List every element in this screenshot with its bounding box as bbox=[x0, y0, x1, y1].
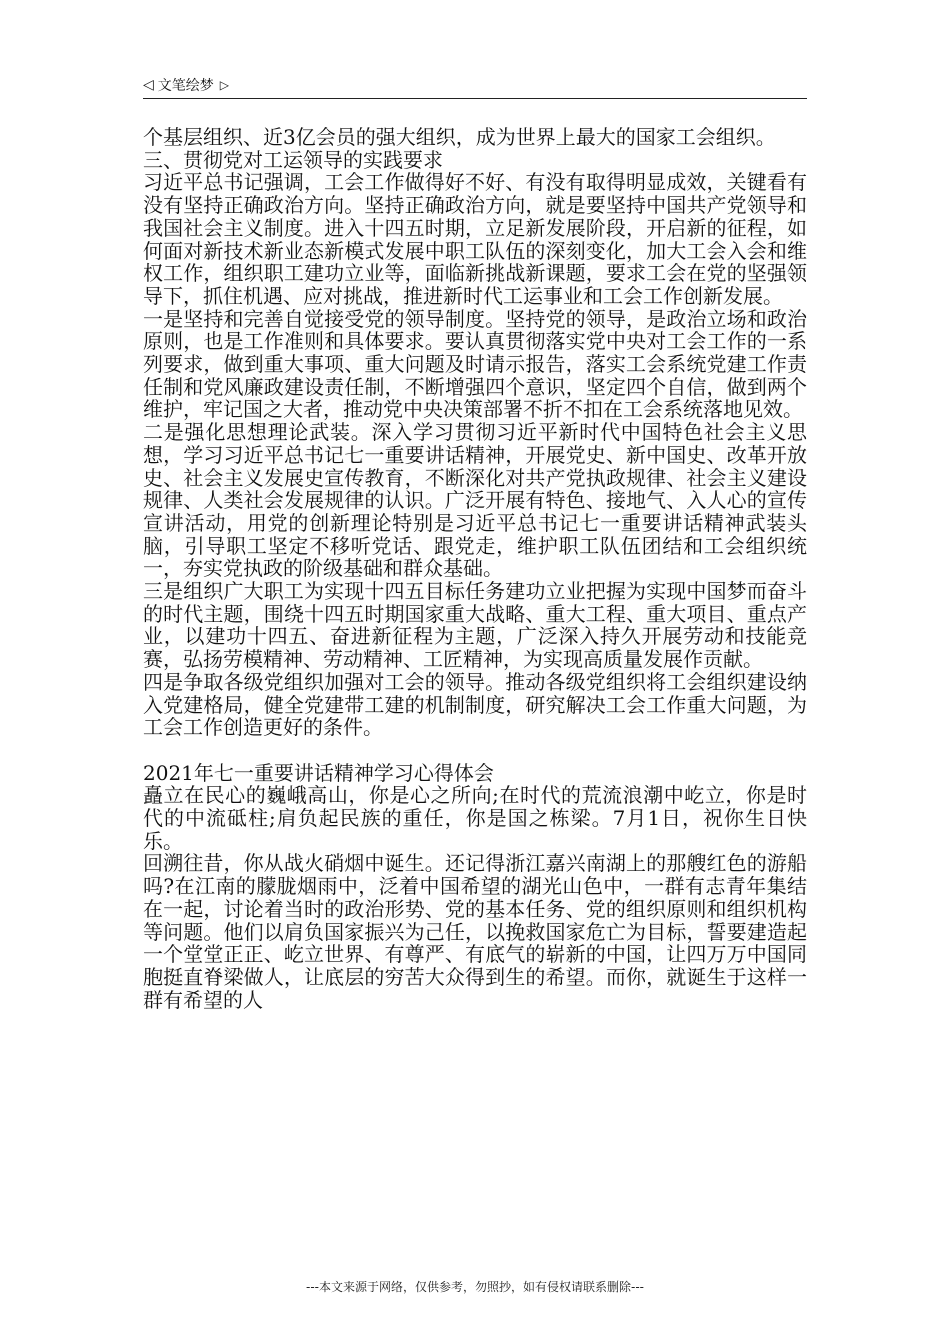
paragraph: 三是组织广大职工为实现十四五目标任务建功立业把握为实现中国梦而奋斗的时代主题，围绕十四五时期国家重大战略、重大工程、重大项目、重点产业，以建功十四五、奋进新征程为主题，广泛深入持久开展劳动和技能竞赛，弘扬劳模精神、劳动精神、工匠精神，为实现高质量发展作贡献。 bbox=[143, 579, 807, 672]
article-title: 2021年七一重要讲话精神学习心得体会 bbox=[143, 760, 494, 785]
paragraph: 二是强化思想理论武装。深入学习贯彻习近平新时代中国特色社会主义思想，学习习近平总书记七一重要讲话精神，开展党史、新中国史、改革开放史、社会主义发展史宣传教育，不断深化对共产党执政规律、社会主义建设规律、人类社会发展规律的认识。广泛开展有特色、接地气、入人心的宣传宣讲活动，用党的创新理论特别是习近平总书记七一重要讲话精神武装头脑，引导职工坚定不移听党话、跟党走，维护职工队伍团结和工会组织统一，夯实党执政的阶级基础和群众基础。 bbox=[143, 420, 807, 581]
footer-notice: ---本文来源于网络，仅供参考，勿照抄，如有侵权请联系删除--- bbox=[306, 1280, 644, 1294]
page-header bbox=[143, 72, 807, 99]
triangle-right-icon: ▷ bbox=[219, 78, 230, 92]
triangle-left-icon: ◁ bbox=[143, 77, 154, 93]
paragraph: 一是坚持和完善自觉接受党的领导制度。坚持党的领导，是政治立场和政治原则，也是工作准则和具体要求。要认真贯彻落实党中央对工会工作的一系列要求，做到重大事项、重大问题及时请示报告，落实工会系统党建工作责任制和党风廉政建设责任制，不断增强四个意识，坚定四个自信，做到两个维护，牢记国之大者，推动党中央决策部署不折不扣在工会系统落地见效。 bbox=[143, 306, 807, 422]
section-heading: 三、贯彻党对工运领导的实践要求 bbox=[143, 147, 443, 172]
document-body bbox=[143, 126, 807, 1011]
paragraph: 习近平总书记强调，工会工作做得好不好、有没有取得明显成效，关键看有没有坚持正确政治方向。坚持正确政治方向，就是要坚持中国共产党领导和我国社会主义制度。进入十四五时期，立足新发展阶段，开启新的征程，如何面对新技术新业态新模式发展中职工队伍的深刻变化，加大工会入会和维权工作，组织职工建功立业等，面临新挑战新课题，要求工会在党的坚强领导下，抓住机遇、应对挑战，推进新时代工运事业和工会工作创新发展。 bbox=[143, 170, 807, 308]
header-title: 文笔绘梦 bbox=[157, 78, 214, 94]
paragraph: 回溯往昔，你从战火硝烟中诞生。还记得浙江嘉兴南湖上的那艘红色的游船吗?在江南的朦胧烟雨中，泛着中国希望的湖光山色中，一群有志青年集结在一起，讨论着当时的政治形势、党的基本任务、党的组织原则和组织机构等问题。他们以肩负国家振兴为己任，以挽救国家危亡为目标，誓要建造起一个堂堂正正、屹立世界、有尊严、有底气的崭新的中国，让四万万中国同胞挺直脊梁做人，让底层的穷苦大众得到生的希望。而你，就诞生于这样一群有希望的人 bbox=[143, 851, 807, 1012]
paragraph: 矗立在民心的巍峨高山，你是心之所向;在时代的荒流浪潮中屹立，你是时代的中流砥柱;肩负起民族的重任，你是国之栋梁。7月1日，祝你生日快乐。 bbox=[143, 783, 807, 853]
paragraph: 四是争取各级党组织加强对工会的领导。推动各级党组织将工会组织建设纳入党建格局，健全党建带工建的机制制度，研究解决工会工作重大问题，为工会工作创造更好的条件。 bbox=[143, 669, 807, 740]
blank-line bbox=[143, 739, 807, 762]
paragraph: 个基层组织、近3亿会员的强大组织，成为世界上最大的国家工会组织。 bbox=[143, 125, 776, 149]
